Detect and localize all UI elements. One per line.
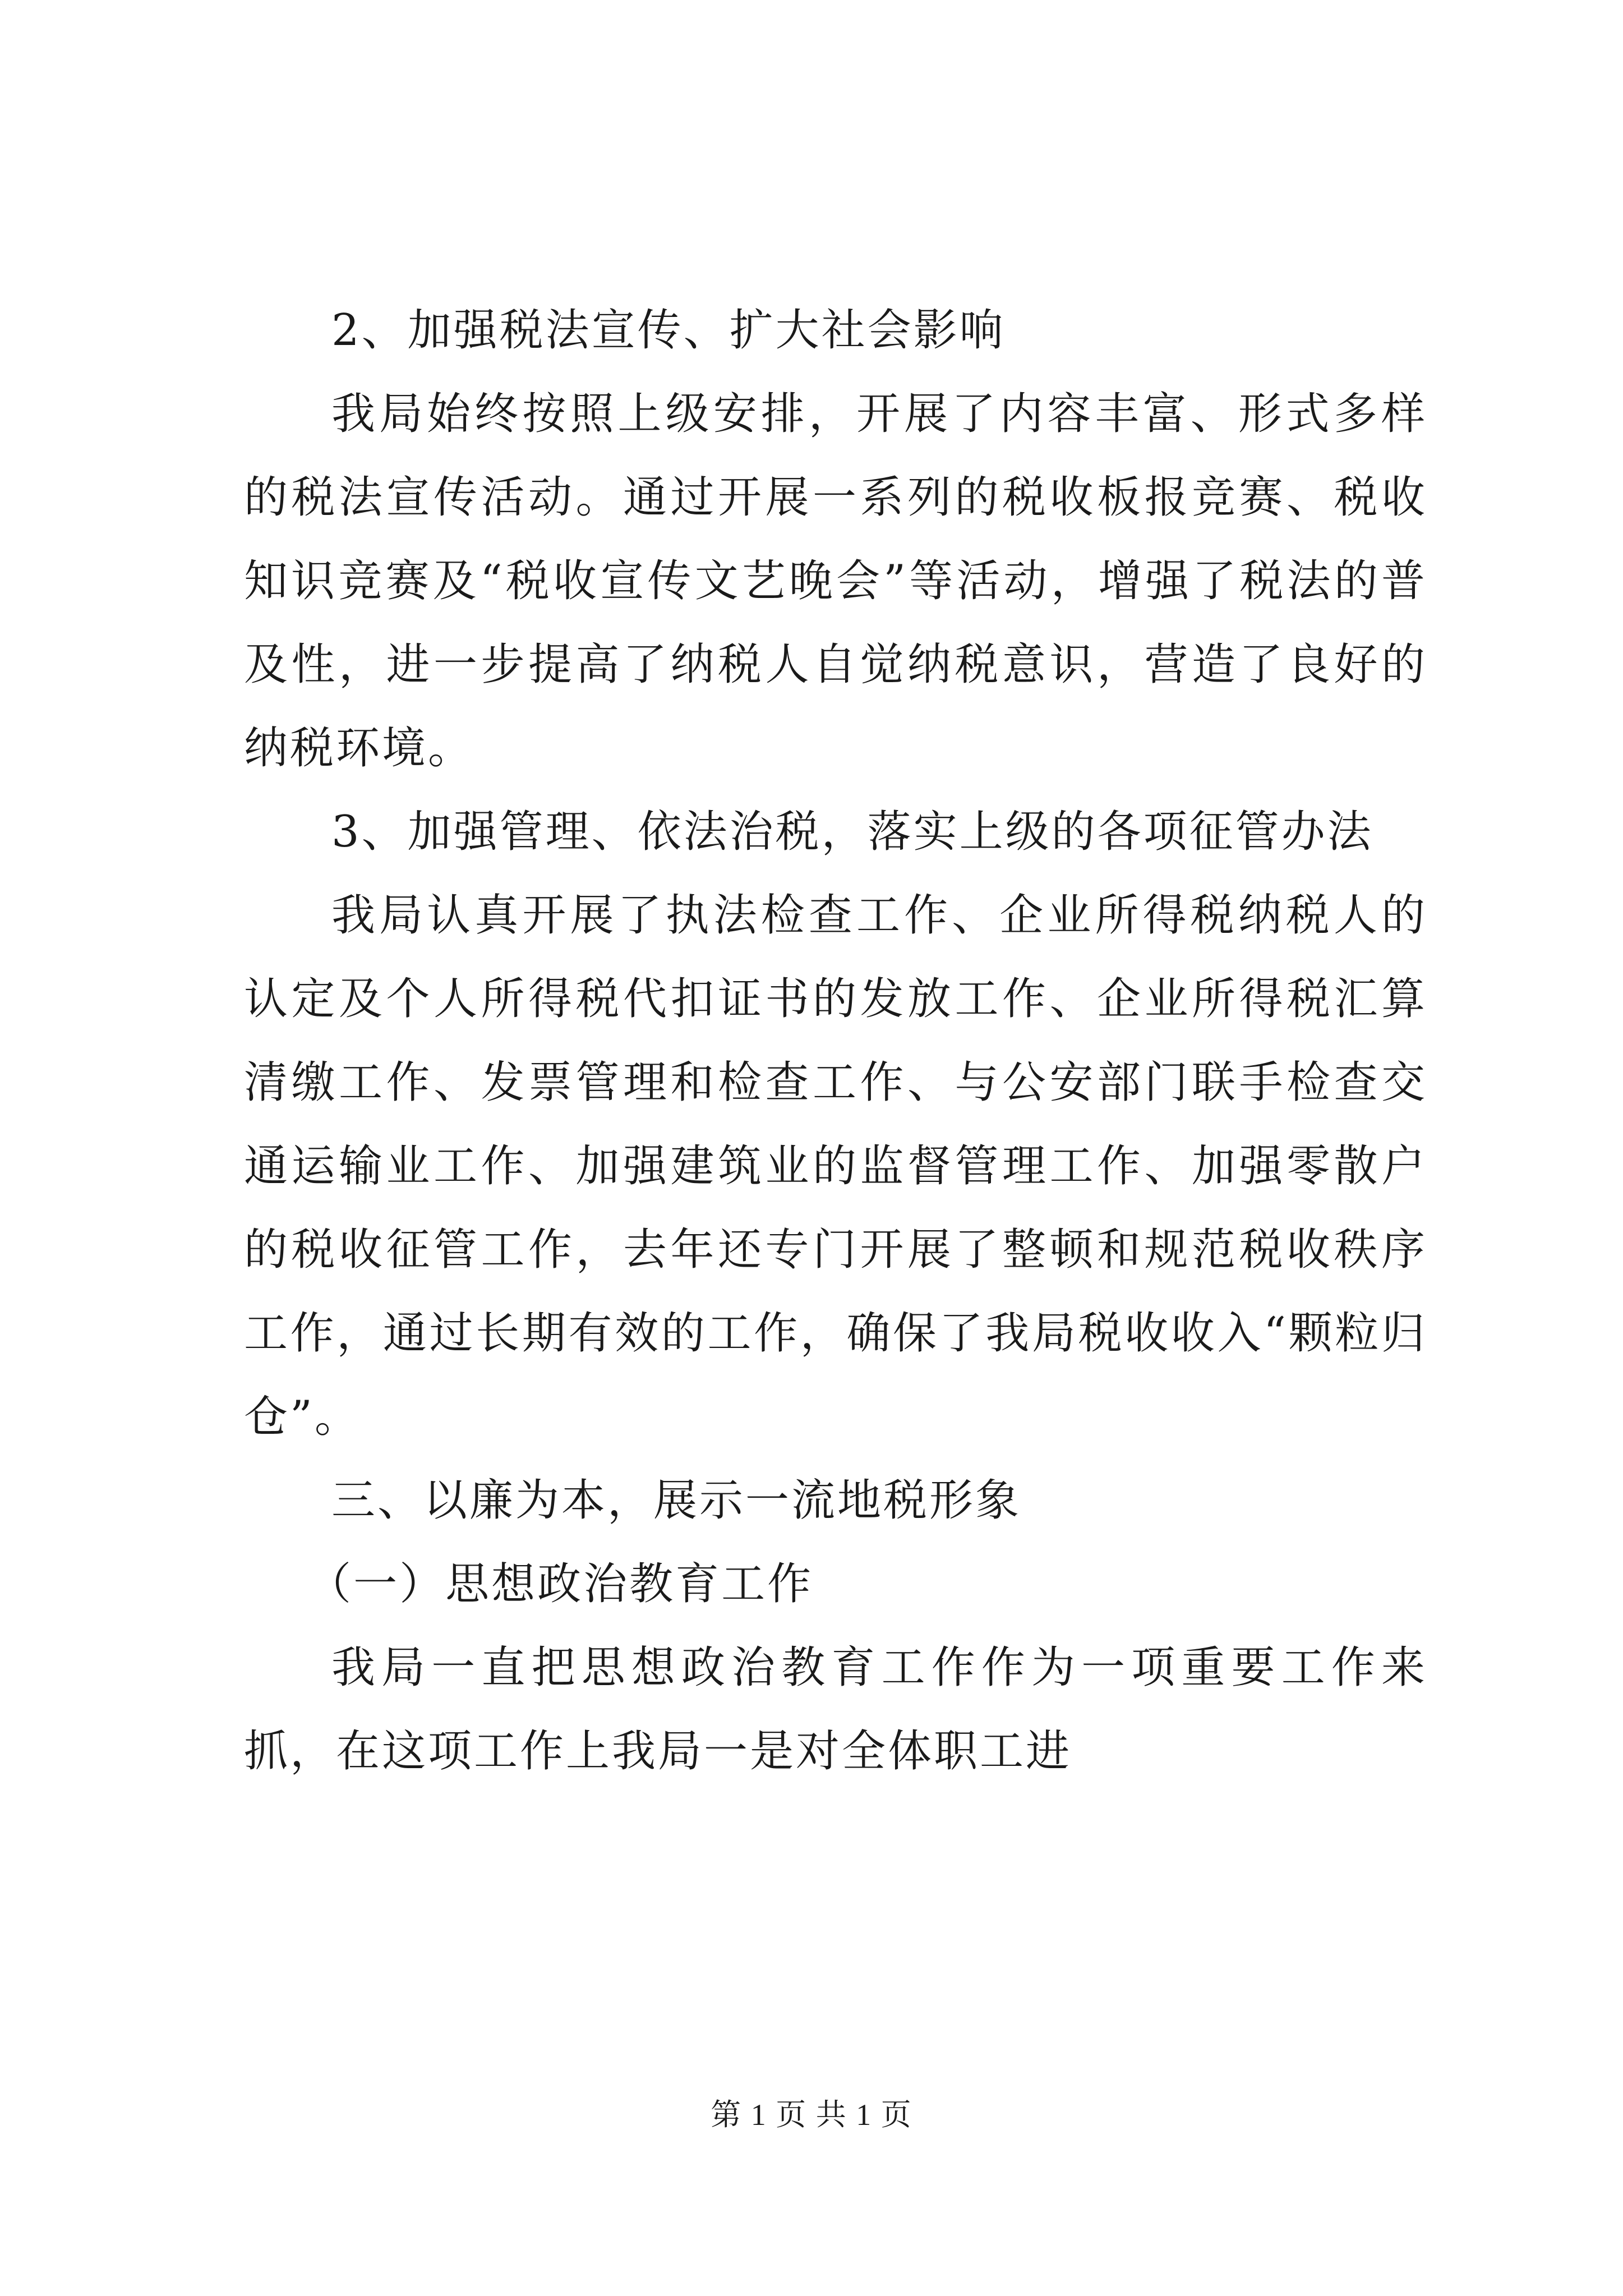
section-heading-tax-publicity: 2、加强税法宣传、扩大社会影响 [331, 305, 1006, 356]
paragraph-management: 我局认真开展了执法检查工作、企业所得税纳税人的认定及个人所得税代扣证书的发放工作、企业所得税汇算清缴工作、发票管理和检查工作、与公安部门联手检查交通运输业工作、加强建筑业的监督管理工作、加强零散户的税收征管工作，去年还专门开展了整顿和规范税收秩序工作，通过长期有效的工作，确保了我局税收收入“颗粒归仓”。 [244, 890, 1427, 1442]
section-heading-integrity: 三、以廉为本，展示一流地税形象 [331, 1475, 1022, 1526]
page-number-footer: 第 1 页 共 1 页 [711, 2098, 912, 2132]
subsection-heading-education: （一）思想政治教育工作 [307, 1559, 814, 1609]
document-body [244, 289, 1427, 1793]
paragraph-education: 我局一直把思想政治教育工作作为一项重要工作来抓，在这项工作上我局一是对全体职工进 [244, 1642, 1427, 1777]
paragraph-tax-publicity: 我局始终按照上级安排，开展了内容丰富、形式多样的税法宣传活动。通过开展一系列的税收板报竞赛、税收知识竞赛及“税收宣传文艺晚会”等活动，增强了税法的普及性，进一步提高了纳税人自觉纳税意识，营造了良好的纳税环境。 [244, 389, 1427, 774]
section-heading-management: 3、加强管理、依法治税，落实上级的各项征管办法 [331, 807, 1373, 857]
